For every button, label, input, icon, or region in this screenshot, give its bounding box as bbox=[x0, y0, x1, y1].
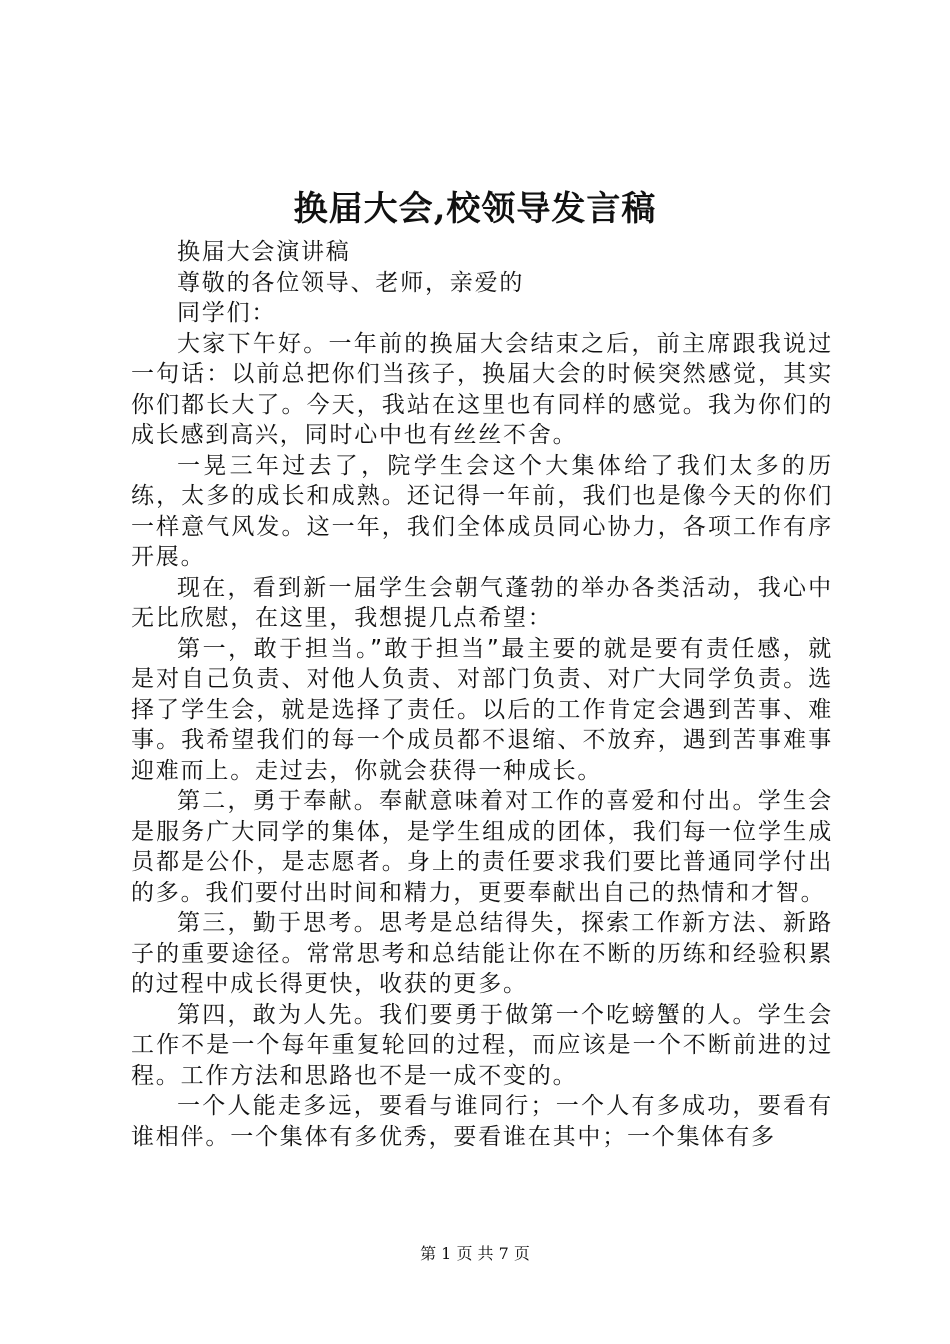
paragraph: 第三，勤于思考。思考是总结得失，探索工作新方法、新路子的重要途径。常常思考和总结能让你在不断的历练和经验积累的过程中成长得更快，收获的更多。 bbox=[131, 910, 833, 997]
paragraph: 尊敬的各位领导、老师，亲爱的 bbox=[177, 269, 525, 296]
paragraph: 一个人能走多远，要看与谁同行；一个人有多成功，要看有谁相伴。一个集体有多优秀，要看谁在其中；一个集体有多 bbox=[131, 1093, 833, 1150]
document-title: 换届大会,校领导发言稿 bbox=[293, 189, 657, 229]
paragraph: 第四，敢为人先。我们要勇于做第一个吃螃蟹的人。学生会工作不是一个每年重复轮回的过程，而应该是一个不断前进的过程。工作方法和思路也不是一成不变的。 bbox=[131, 1001, 833, 1089]
paragraph: 大家下午好。一年前的换届大会结束之后，前主席跟我说过一句话：以前总把你们当孩子，换届大会的时候突然感觉，其实你们都长大了。今天，我站在这里也有同样的感觉。我为你们的成长感到高兴，同时心中也有丝丝不舍。 bbox=[131, 330, 833, 448]
paragraph: 现在，看到新一届学生会朝气蓬勃的举办各类活动，我心中无比欣慰，在这里，我想提几点希望： bbox=[131, 574, 833, 631]
page-footer: 第 1 页 共 7 页 bbox=[420, 1244, 530, 1263]
paragraph: 第二，勇于奉献。奉献意味着对工作的喜爱和付出。学生会是服务广大同学的集体，是学生组成的团体，我们每一位学生成员都是公仆，是志愿者。身上的责任要求我们要比普通同学付出的多。我们要付出时间和精力，更要奉献出自己的热情和才智。 bbox=[131, 788, 833, 906]
paragraph: 换届大会演讲稿 bbox=[177, 239, 351, 265]
paragraph: 一晃三年过去了，院学生会这个大集体给了我们太多的历练，太多的成长和成熟。还记得一年前，我们也是像今天的你们一样意气风发。这一年，我们全体成员同心协力，各项工作有序开展。 bbox=[131, 452, 833, 570]
paragraph: 第一，敢于担当。”敢于担当”最主要的就是要有责任感，就是对自己负责、对他人负责、对部门负责、对广大同学负责。选择了学生会，就是选择了责任。以后的工作肯定会遇到苦事、难事。我希望我们的每一个成员都不退缩、不放弃，遇到苦事难事迎难而上。走过去，你就会获得一种成长。 bbox=[131, 635, 833, 784]
document-body bbox=[131, 237, 833, 1152]
paragraph: 同学们： bbox=[177, 300, 277, 326]
